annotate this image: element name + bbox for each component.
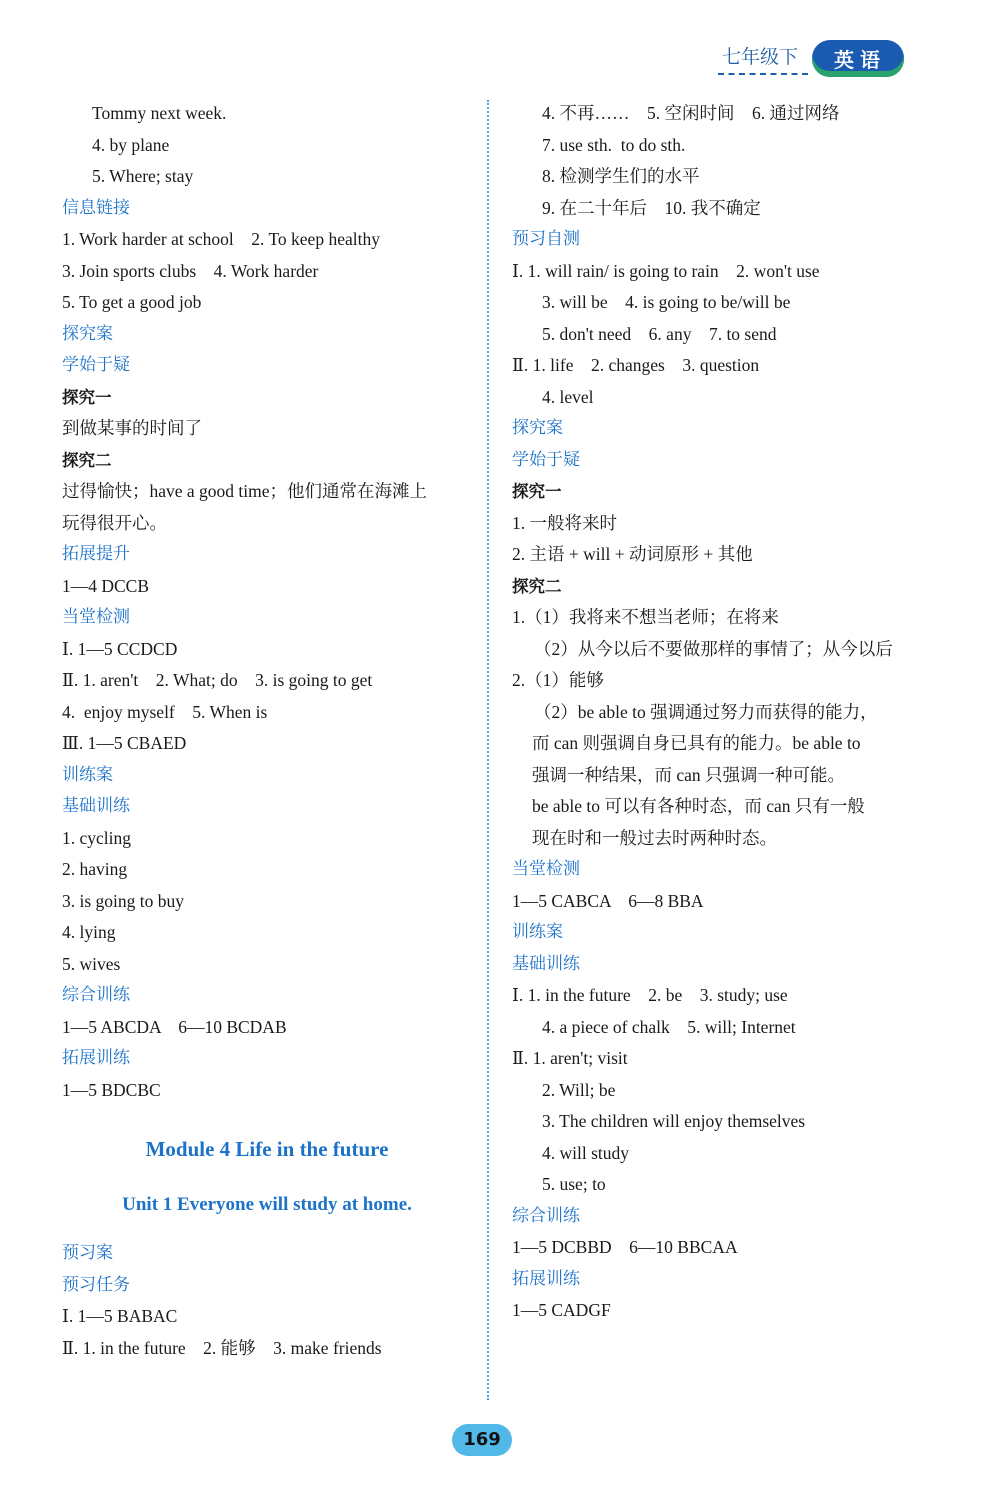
answer-line: 4. a piece of chalk 5. will; Internet <box>542 1016 796 1037</box>
answer-line: 8. 检测学生们的水平 <box>542 166 700 186</box>
grade-label: 七年级下 <box>718 42 808 75</box>
answer-line: 到做某事的时间了 <box>62 418 202 438</box>
answer-line: 7. use sth. to do sth. <box>542 134 686 155</box>
section-heading: 拓展提升 <box>62 544 130 564</box>
section-heading: 拓展训练 <box>62 1048 130 1068</box>
answer-line: 3. is going to buy <box>62 890 185 911</box>
answer-line: 2. having <box>62 859 128 879</box>
answer-line: 3. The children will enjoy themselves <box>542 1111 806 1131</box>
answer-line: 1. 一般将来时 <box>512 512 617 533</box>
section-heading: 当堂检测 <box>62 607 130 627</box>
answer-line: 现在时和一般过去时两种时态。 <box>532 827 777 848</box>
answer-line: 4. by plane <box>92 134 170 155</box>
answer-line: 强调一种结果，而 can 只强调一种可能。 <box>532 764 846 785</box>
section-heading: 当堂检测 <box>512 859 580 879</box>
answer-line: 2. Will; be <box>542 1079 616 1100</box>
answer-line: 1—4 DCCB <box>62 575 150 596</box>
answer-line: 1.（1）我将来不想当老师；在将来 <box>512 607 779 627</box>
subsection-heading: 探究一 <box>62 387 112 407</box>
section-heading: 预习任务 <box>62 1274 130 1295</box>
answer-line: Ⅱ. 1. aren't; visit <box>512 1048 628 1068</box>
answer-line: （2）be able to 强调通过努力而获得的能力， <box>534 701 878 722</box>
answer-line: 1—5 ABCDA 6—10 BCDAB <box>62 1016 287 1037</box>
answer-line: 1—5 CADGF <box>512 1300 611 1320</box>
column-divider <box>487 100 489 1400</box>
answer-line: Ⅱ. 1. in the future 2. 能够 3. make friends <box>62 1337 382 1358</box>
answer-line: 4. enjoy myself 5. When is <box>62 701 268 722</box>
section-heading: 探究案 <box>512 418 563 438</box>
subject-badge: 英语 <box>812 40 904 77</box>
section-heading: 训练案 <box>512 922 563 942</box>
page-number: 169 <box>452 1424 512 1456</box>
section-heading: 训练案 <box>62 764 113 785</box>
answer-line: 3. Join sports clubs 4. Work harder <box>62 260 319 281</box>
answer-line: 4. lying <box>62 922 116 942</box>
answer-line: 1. Work harder at school 2. To keep healthy <box>62 229 380 249</box>
section-heading: 探究案 <box>62 323 113 344</box>
answer-line: 5. Where; stay <box>92 166 194 186</box>
answer-line: 4. level <box>542 386 594 407</box>
subsection-heading: 探究二 <box>512 576 562 596</box>
answer-line: 1. cycling <box>62 827 132 848</box>
answer-line: （2）从今以后不要做那样的事情了；从今以后 <box>534 638 893 659</box>
answer-line: 2. 主语 + will + 动词原形 + 其他 <box>512 544 753 564</box>
answer-line: Ⅰ. 1. will rain/ is going to rain 2. won't use <box>512 260 820 281</box>
right-column <box>512 98 932 1327</box>
answer-line: Ⅰ. 1. in the future 2. be 3. study; use <box>512 985 788 1005</box>
answer-line: 1—5 BDCBC <box>62 1079 161 1100</box>
answer-line: 4. 不再…… 5. 空闲时间 6. 通过网络 <box>542 103 840 123</box>
answer-line: 玩得很开心。 <box>62 512 167 533</box>
answer-line: Ⅰ. 1—5 CCDCD <box>62 638 178 659</box>
answer-line: 5. To get a good job <box>62 292 202 312</box>
section-heading: 学始于疑 <box>512 449 580 470</box>
answer-line: Ⅲ. 1—5 CBAED <box>62 733 187 753</box>
answer-line: Ⅱ. 1. aren't 2. What; do 3. is going to get <box>62 670 373 690</box>
answer-line: 4. will study <box>542 1142 630 1163</box>
answer-line: 5. wives <box>62 953 121 974</box>
section-heading: 学始于疑 <box>62 355 130 375</box>
section-heading: 拓展训练 <box>512 1268 580 1289</box>
answer-line: Tommy next week. <box>92 103 227 123</box>
answer-line: Ⅱ. 1. life 2. changes 3. question <box>512 355 760 375</box>
answer-line: 5. don't need 6. any 7. to send <box>542 323 777 344</box>
subsection-heading: 探究二 <box>62 450 112 470</box>
section-heading: 预习自测 <box>512 229 580 249</box>
answer-line: 过得愉快；have a good time；他们通常在海滩上 <box>62 481 428 501</box>
answer-line: 而 can 则强调自身已具有的能力。be able to <box>532 733 861 753</box>
section-heading: 基础训练 <box>62 796 130 816</box>
answer-line: 1—5 DCBBD 6—10 BBCAA <box>512 1237 738 1257</box>
unit-title: Unit 1 Everyone will study at home. <box>122 1194 412 1215</box>
answer-line: 3. will be 4. is going to be/will be <box>542 292 791 312</box>
section-heading: 综合训练 <box>62 985 130 1005</box>
answer-line: 5. use; to <box>542 1174 606 1194</box>
section-heading: 综合训练 <box>512 1205 580 1226</box>
answer-line: be able to 可以有各种时态，而 can 只有一般 <box>532 796 865 816</box>
section-heading: 预习案 <box>62 1243 113 1263</box>
module-title: Module 4 Life in the future <box>145 1137 389 1161</box>
answer-line: 1—5 CABCA 6—8 BBA <box>512 890 704 911</box>
answer-line: Ⅰ. 1—5 BABAC <box>62 1306 178 1326</box>
answer-line: 2.（1）能够 <box>512 670 604 690</box>
answer-line: 9. 在二十年后 10. 我不确定 <box>542 197 761 218</box>
section-heading: 基础训练 <box>512 953 580 974</box>
page-header <box>718 38 904 78</box>
subsection-heading: 探究一 <box>512 482 562 501</box>
section-heading: 信息链接 <box>62 197 130 218</box>
left-column <box>62 98 472 1364</box>
